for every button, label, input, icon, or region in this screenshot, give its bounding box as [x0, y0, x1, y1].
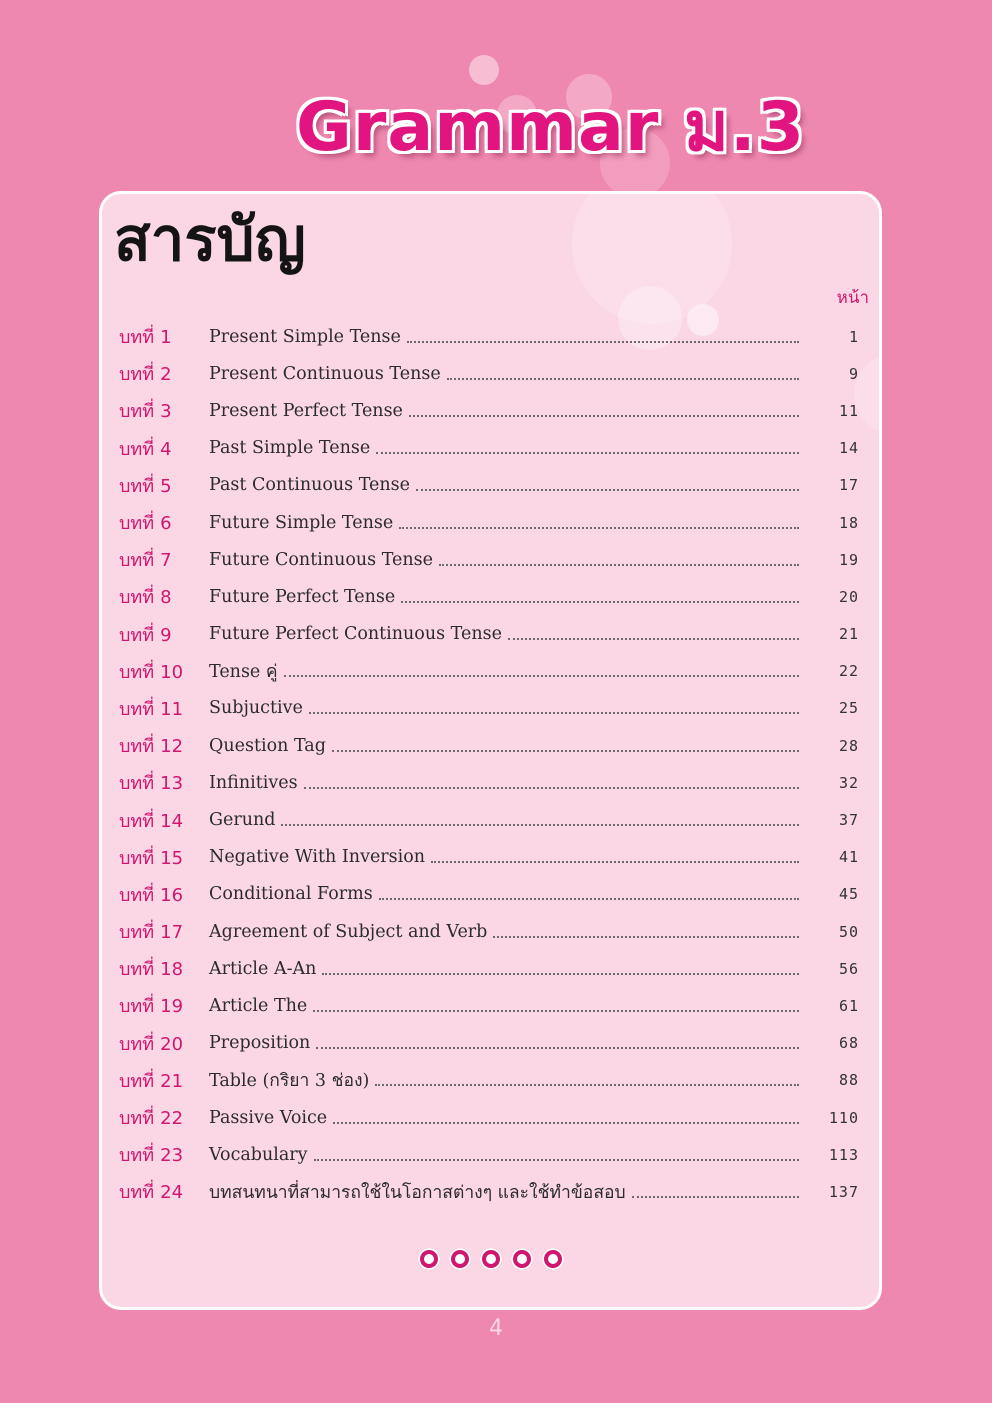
chapter-number: 22: [160, 1108, 184, 1130]
chapter-page-number: 9: [848, 364, 859, 383]
chapter-number: 21: [160, 1070, 184, 1092]
chapter-topic: Agreement of Subject and Verb: [209, 921, 488, 942]
toc-row: [119, 1099, 859, 1136]
toc-row: [119, 504, 859, 541]
dot-leader: [401, 601, 799, 603]
chapter-label: [119, 657, 209, 686]
chapter-page-number: 32: [838, 773, 859, 792]
dot-leader: [416, 489, 799, 491]
toc-row: [119, 801, 859, 838]
chapter-label: [119, 917, 209, 946]
toc-row: [119, 467, 859, 504]
toc-row: [119, 541, 859, 578]
page-number: 4: [489, 1316, 503, 1341]
chapter-number: 20: [160, 1033, 184, 1055]
chapter-page-number: 37: [838, 811, 859, 830]
book-title: Grammar ม.3: [296, 88, 806, 167]
dot-leader: [333, 1122, 799, 1124]
contents-heading: สารบัญ: [114, 205, 306, 275]
chapter-prefix: บทที่: [119, 773, 155, 795]
chapter-label: [119, 768, 209, 797]
chapter-number: 10: [160, 661, 184, 683]
chapter-label: [119, 620, 209, 649]
chapter-number: 3: [160, 401, 172, 423]
chapter-topic: Table (กริยา 3 ช่อง): [209, 1071, 370, 1092]
chapter-number: 16: [160, 884, 184, 906]
dot-leader: [431, 861, 799, 863]
chapter-label: [119, 954, 209, 983]
contents-panel: [99, 191, 882, 1310]
chapter-label: [119, 434, 209, 463]
page-column-label: หน้า: [836, 288, 869, 308]
chapter-page-number: 88: [838, 1071, 859, 1090]
dot-leader: [632, 1196, 799, 1198]
dot-leader: [375, 1084, 799, 1086]
toc-row: [119, 1173, 859, 1210]
chapter-label: [119, 843, 209, 872]
chapter-number: 24: [160, 1182, 184, 1204]
chapter-label: [119, 1029, 209, 1058]
flower-ornament-icon: [449, 1248, 471, 1270]
dot-leader: [447, 378, 799, 380]
flower-ornament-icon: [418, 1248, 440, 1270]
chapter-page-number: 50: [838, 922, 859, 941]
chapter-label: [119, 991, 209, 1020]
dot-leader: [313, 1010, 799, 1012]
chapter-topic: Future Simple Tense: [209, 512, 394, 533]
chapter-page-number: 41: [838, 848, 859, 867]
chapter-prefix: บทที่: [119, 1145, 155, 1167]
chapter-page-number: 21: [838, 625, 859, 644]
chapter-label: [119, 1177, 209, 1206]
toc-row: [119, 839, 859, 876]
toc-row: [119, 653, 859, 690]
chapter-number: 5: [160, 475, 172, 497]
chapter-page-number: 17: [838, 476, 859, 495]
chapter-number: 8: [160, 587, 172, 609]
toc-row: [119, 1025, 859, 1062]
chapter-prefix: บทที่: [119, 1070, 155, 1092]
chapter-prefix: บทที่: [119, 1182, 155, 1204]
chapter-topic: Negative With Inversion: [209, 847, 426, 868]
chapter-prefix: บทที่: [119, 364, 155, 386]
chapter-prefix: บทที่: [119, 884, 155, 906]
chapter-number: 15: [160, 847, 184, 869]
chapter-label: [119, 545, 209, 574]
toc-row: [119, 950, 859, 987]
chapter-prefix: บทที่: [119, 587, 155, 609]
dot-leader: [332, 750, 799, 752]
chapter-label: [119, 359, 209, 388]
chapter-page-number: 68: [838, 1034, 859, 1053]
toc-row: [119, 578, 859, 615]
chapter-number: 2: [160, 364, 172, 386]
table-of-contents: [119, 318, 859, 1211]
dot-leader: [439, 564, 799, 566]
chapter-label: [119, 508, 209, 537]
chapter-label: [119, 694, 209, 723]
chapter-number: 14: [160, 810, 184, 832]
chapter-prefix: บทที่: [119, 1033, 155, 1055]
toc-row: [119, 616, 859, 653]
chapter-number: 6: [160, 513, 172, 535]
chapter-page-number: 137: [828, 1182, 859, 1201]
chapter-page-number: 22: [838, 662, 859, 681]
ornament-row: [102, 1248, 879, 1270]
chapter-topic: Question Tag: [209, 735, 326, 756]
dot-leader: [376, 452, 799, 454]
chapter-number: 17: [160, 922, 184, 944]
dot-leader: [316, 1047, 799, 1049]
chapter-prefix: บทที่: [119, 475, 155, 497]
chapter-page-number: 113: [828, 1145, 859, 1164]
toc-row: [119, 318, 859, 355]
chapter-prefix: บทที่: [119, 996, 155, 1018]
chapter-topic: Preposition: [209, 1033, 311, 1054]
toc-row: [119, 727, 859, 764]
flower-ornament-icon: [511, 1248, 533, 1270]
toc-row: [119, 1062, 859, 1099]
chapter-topic: Present Continuous Tense: [209, 363, 441, 384]
chapter-label: [119, 322, 209, 351]
chapter-topic: Article The: [209, 995, 308, 1016]
chapter-prefix: บทที่: [119, 661, 155, 683]
chapter-topic: Article A-An: [209, 958, 317, 979]
chapter-label: [119, 471, 209, 500]
chapter-topic: Future Perfect Continuous Tense: [209, 624, 502, 645]
chapter-label: [119, 396, 209, 425]
chapter-number: 1: [160, 327, 172, 349]
dot-leader: [379, 898, 799, 900]
chapter-number: 4: [160, 438, 172, 460]
chapter-page-number: 56: [838, 959, 859, 978]
dot-leader: [399, 527, 799, 529]
chapter-prefix: บทที่: [119, 922, 155, 944]
chapter-page-number: 11: [838, 401, 859, 420]
chapter-label: [119, 1103, 209, 1132]
chapter-page-number: 14: [838, 439, 859, 458]
toc-row: [119, 392, 859, 429]
toc-row: [119, 987, 859, 1024]
chapter-label: [119, 731, 209, 760]
chapter-page-number: 25: [838, 699, 859, 718]
dot-leader: [281, 824, 799, 826]
toc-row: [119, 764, 859, 801]
chapter-page-number: 20: [838, 587, 859, 606]
chapter-topic: Future Perfect Tense: [209, 586, 396, 607]
chapter-page-number: 28: [838, 736, 859, 755]
chapter-topic: Tense คู่: [209, 662, 278, 683]
flower-ornament-icon: [542, 1248, 564, 1270]
chapter-number: 11: [160, 698, 184, 720]
chapter-label: [119, 880, 209, 909]
toc-row: [119, 355, 859, 392]
dot-leader: [508, 638, 799, 640]
chapter-topic: Gerund: [209, 810, 276, 831]
chapter-prefix: บทที่: [119, 438, 155, 460]
dot-leader: [284, 675, 799, 677]
chapter-label: [119, 1140, 209, 1169]
chapter-prefix: บทที่: [119, 1108, 155, 1130]
chapter-topic: บทสนทนาที่สามารถใช้ในโอกาสต่างๆ และใช้ทำข้อสอบ: [209, 1182, 626, 1203]
chapter-topic: Vocabulary: [209, 1144, 308, 1165]
chapter-prefix: บทที่: [119, 810, 155, 832]
chapter-number: 19: [160, 996, 184, 1018]
chapter-topic: Past Simple Tense: [209, 438, 371, 459]
chapter-prefix: บทที่: [119, 624, 155, 646]
chapter-label: [119, 1066, 209, 1095]
dot-leader: [322, 973, 799, 975]
chapter-page-number: 61: [838, 996, 859, 1015]
chapter-number: 23: [160, 1145, 184, 1167]
chapter-topic: Future Continuous Tense: [209, 549, 433, 570]
toc-row: [119, 690, 859, 727]
toc-row: [119, 430, 859, 467]
chapter-topic: Conditional Forms: [209, 884, 373, 905]
chapter-prefix: บทที่: [119, 959, 155, 981]
chapter-label: [119, 582, 209, 611]
chapter-prefix: บทที่: [119, 550, 155, 572]
flower-ornament-icon: [480, 1248, 502, 1270]
chapter-prefix: บทที่: [119, 847, 155, 869]
chapter-prefix: บทที่: [119, 513, 155, 535]
chapter-topic: Present Simple Tense: [209, 326, 401, 347]
chapter-topic: Passive Voice: [209, 1107, 328, 1128]
chapter-topic: Infinitives: [209, 772, 298, 793]
chapter-prefix: บทที่: [119, 698, 155, 720]
toc-row: [119, 1136, 859, 1173]
chapter-number: 12: [160, 736, 184, 758]
chapter-prefix: บทที่: [119, 401, 155, 423]
chapter-number: 9: [160, 624, 172, 646]
dot-leader: [407, 341, 799, 343]
dot-leader: [304, 787, 799, 789]
chapter-number: 7: [160, 550, 172, 572]
chapter-page-number: 18: [838, 513, 859, 532]
chapter-page-number: 45: [838, 885, 859, 904]
chapter-page-number: 1: [848, 327, 859, 346]
dot-leader: [409, 415, 799, 417]
chapter-page-number: 19: [838, 550, 859, 569]
chapter-label: [119, 806, 209, 835]
chapter-prefix: บทที่: [119, 736, 155, 758]
dot-leader: [314, 1159, 799, 1161]
chapter-page-number: 110: [828, 1108, 859, 1127]
toc-row: [119, 876, 859, 913]
chapter-prefix: บทที่: [119, 327, 155, 349]
chapter-number: 13: [160, 773, 184, 795]
chapter-topic: Present Perfect Tense: [209, 400, 403, 421]
dot-leader: [493, 936, 799, 938]
chapter-topic: Subjuctive: [209, 698, 303, 719]
chapter-topic: Past Continuous Tense: [209, 475, 410, 496]
dot-leader: [309, 712, 799, 714]
chapter-number: 18: [160, 959, 184, 981]
toc-row: [119, 913, 859, 950]
